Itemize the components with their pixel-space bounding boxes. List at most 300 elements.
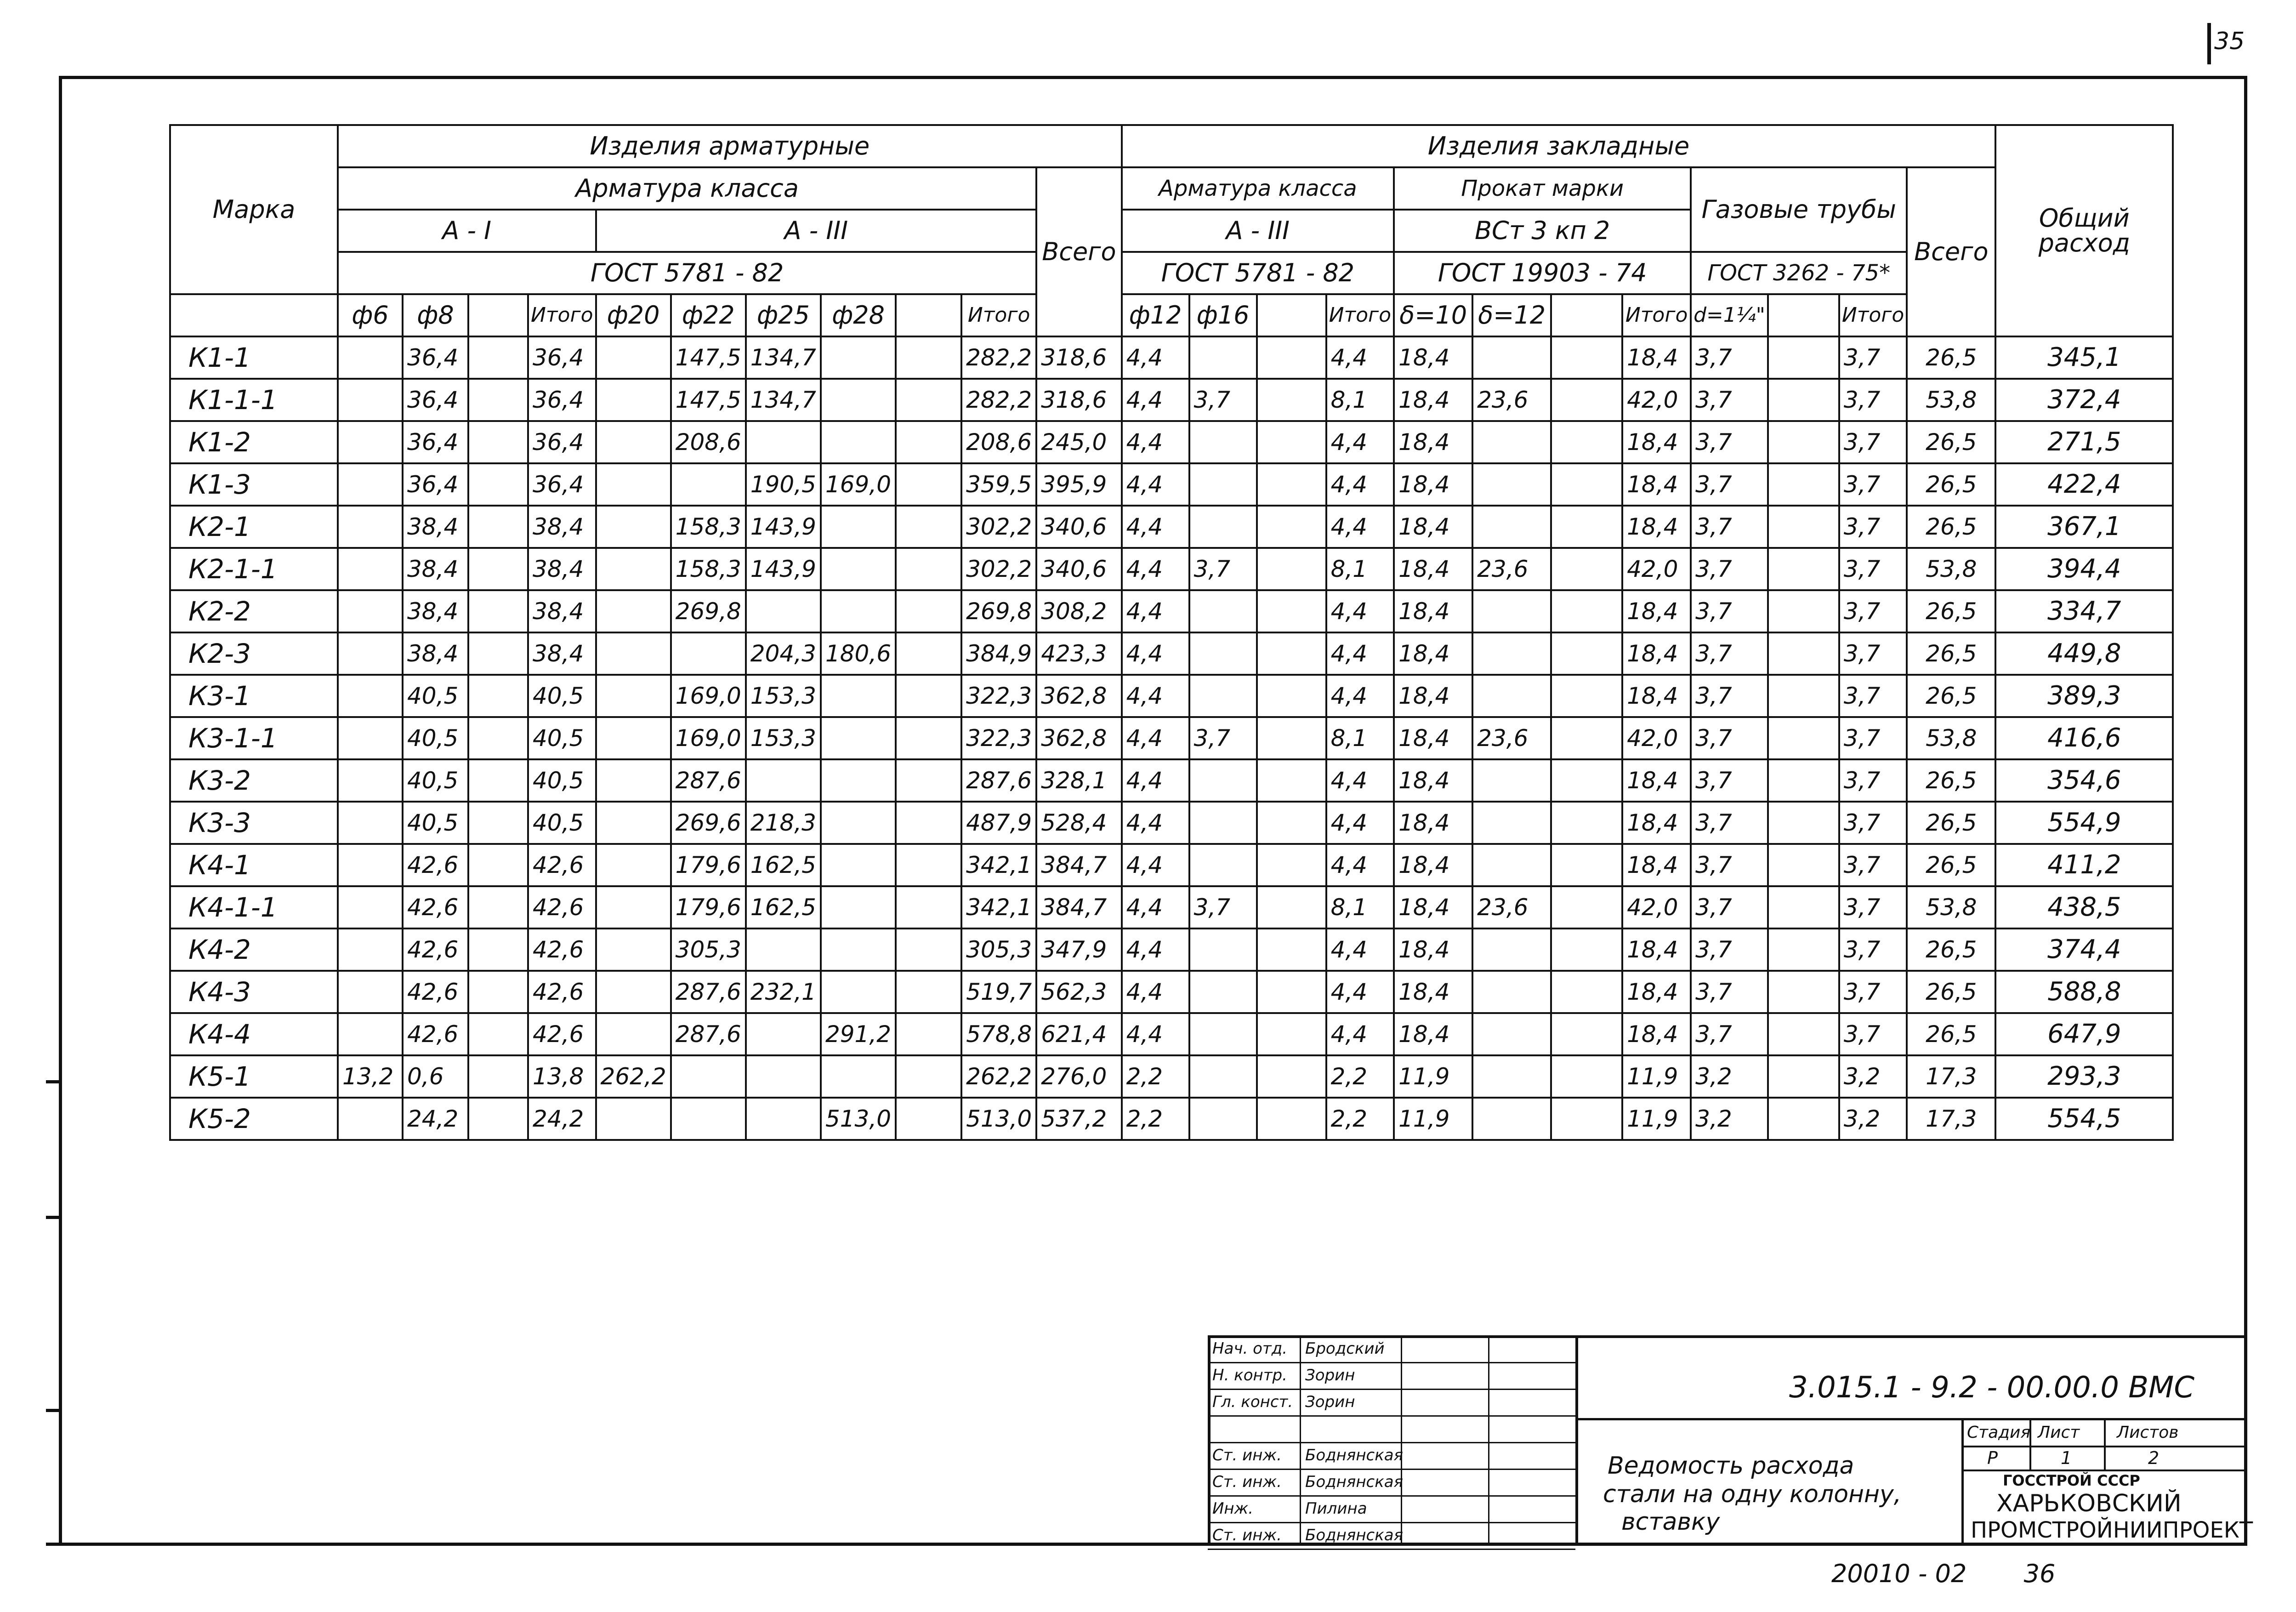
value-cell-d25: 134,7 <box>746 379 821 421</box>
value-cell-overall: 374,4 <box>1995 928 2173 971</box>
value-cell-b1 <box>468 928 528 971</box>
embedded-items-header: Изделия закладные <box>1122 125 1996 167</box>
signature-row-line <box>1208 1495 1575 1497</box>
value-cell-b1 <box>468 971 528 1013</box>
value-cell-d20 <box>596 675 671 717</box>
value-cell-b4 <box>1551 421 1622 463</box>
value-cell-d8: 36,4 <box>403 421 468 463</box>
signature-row-line <box>1208 1415 1575 1417</box>
value-cell-d12: 2,2 <box>1122 1055 1189 1098</box>
value-cell-total_r: 395,9 <box>1036 463 1121 506</box>
value-cell-i4: 18,4 <box>1622 632 1691 675</box>
value-cell-i2: 322,3 <box>961 717 1036 759</box>
value-cell-b5 <box>1768 1098 1839 1140</box>
value-cell-pd: 3,7 <box>1691 759 1768 802</box>
value-cell-total_r: 423,3 <box>1036 632 1121 675</box>
value-cell-d22: 169,0 <box>671 717 746 759</box>
value-cell-b2 <box>896 886 961 928</box>
value-cell-d25: 232,1 <box>746 971 821 1013</box>
overall-header: Общий расход <box>1995 125 2173 336</box>
value-cell-d20 <box>596 421 671 463</box>
value-cell-b2 <box>896 971 961 1013</box>
value-cell-d25 <box>746 421 821 463</box>
value-cell-t12: 23,6 <box>1472 886 1551 928</box>
table-row <box>170 421 2173 463</box>
value-cell-i4: 18,4 <box>1622 802 1691 844</box>
value-cell-i5: 3,7 <box>1839 1013 1907 1055</box>
signature-row-line <box>1208 1549 1575 1550</box>
value-cell-b5 <box>1768 759 1839 802</box>
value-cell-d25: 153,3 <box>746 717 821 759</box>
value-cell-d6 <box>338 421 403 463</box>
value-cell-d28 <box>821 506 896 548</box>
value-cell-i3: 4,4 <box>1326 802 1394 844</box>
value-cell-d22: 269,8 <box>671 590 746 632</box>
steel-consumption-table <box>169 124 2174 1141</box>
value-cell-b5 <box>1768 463 1839 506</box>
value-cell-b2 <box>896 1055 961 1098</box>
value-cell-d12: 4,4 <box>1122 548 1189 590</box>
value-cell-i1: 42,6 <box>528 1013 596 1055</box>
value-cell-pd: 3,7 <box>1691 886 1768 928</box>
value-cell-t10: 18,4 <box>1394 590 1472 632</box>
signature-row-line <box>1208 1362 1575 1363</box>
value-cell-b3 <box>1257 632 1326 675</box>
value-cell-b1 <box>468 802 528 844</box>
mark-cell: К4-2 <box>170 928 338 971</box>
gost-pipes-header: ГОСТ 3262 - 75* <box>1691 252 1907 294</box>
value-cell-d20 <box>596 1013 671 1055</box>
table-row <box>170 336 2173 379</box>
value-cell-d25 <box>746 590 821 632</box>
rebar-class-header: Арматура класса <box>338 167 1036 210</box>
value-cell-d22: 158,3 <box>671 506 746 548</box>
value-cell-overall: 554,9 <box>1995 802 2173 844</box>
value-cell-d20 <box>596 1098 671 1140</box>
value-cell-b2 <box>896 844 961 886</box>
value-cell-d16: 3,7 <box>1189 717 1257 759</box>
value-cell-d20 <box>596 506 671 548</box>
value-cell-i3: 4,4 <box>1326 506 1394 548</box>
subcol-t10: δ=10 <box>1394 294 1472 336</box>
signature-col-line <box>1300 1335 1301 1546</box>
value-cell-i2: 302,2 <box>961 506 1036 548</box>
value-cell-d28 <box>821 844 896 886</box>
class-a3-header: A - III <box>596 210 1037 252</box>
value-cell-overall: 449,8 <box>1995 632 2173 675</box>
title-block-stage-line <box>1961 1470 2247 1471</box>
value-cell-i1: 40,5 <box>528 759 596 802</box>
value-cell-d25: 204,3 <box>746 632 821 675</box>
value-cell-i2: 578,8 <box>961 1013 1036 1055</box>
value-cell-total_e: 53,8 <box>1907 548 1995 590</box>
value-cell-d28 <box>821 717 896 759</box>
value-cell-d22 <box>671 1055 746 1098</box>
signature-name: Боднянская <box>1305 1446 1404 1464</box>
value-cell-d20 <box>596 971 671 1013</box>
value-cell-i5: 3,7 <box>1839 675 1907 717</box>
value-cell-total_r: 340,6 <box>1036 506 1121 548</box>
value-cell-d28 <box>821 590 896 632</box>
value-cell-d20 <box>596 886 671 928</box>
signature-row-line <box>1208 1389 1575 1390</box>
value-cell-i5: 3,7 <box>1839 759 1907 802</box>
value-cell-overall: 438,5 <box>1995 886 2173 928</box>
mark-cell: К3-1 <box>170 675 338 717</box>
value-cell-i5: 3,7 <box>1839 802 1907 844</box>
subcol-blank <box>1768 294 1839 336</box>
fold-mark <box>46 1216 62 1219</box>
value-cell-b1 <box>468 421 528 463</box>
value-cell-overall: 647,9 <box>1995 1013 2173 1055</box>
value-cell-i3: 4,4 <box>1326 421 1394 463</box>
value-cell-i5: 3,7 <box>1839 506 1907 548</box>
value-cell-d16: 3,7 <box>1189 548 1257 590</box>
value-cell-d16 <box>1189 506 1257 548</box>
subcol-blank <box>1551 294 1622 336</box>
value-cell-d6 <box>338 928 403 971</box>
value-cell-total_r: 308,2 <box>1036 590 1121 632</box>
signature-role: Инж. <box>1212 1499 1254 1518</box>
value-cell-b3 <box>1257 590 1326 632</box>
signature-row-line <box>1208 1522 1575 1523</box>
value-cell-d12: 4,4 <box>1122 675 1189 717</box>
subcol-itogo: Итого <box>961 294 1036 336</box>
value-cell-i1: 36,4 <box>528 379 596 421</box>
value-cell-b3 <box>1257 548 1326 590</box>
value-cell-b2 <box>896 548 961 590</box>
value-cell-b1 <box>468 844 528 886</box>
sheet-label: Лист <box>2038 1423 2080 1442</box>
value-cell-b5 <box>1768 717 1839 759</box>
value-cell-b5 <box>1768 379 1839 421</box>
sheet-print-number: 36 <box>2023 1559 2056 1588</box>
value-cell-d20 <box>596 463 671 506</box>
value-cell-i2: 282,2 <box>961 379 1036 421</box>
value-cell-d8: 42,6 <box>403 844 468 886</box>
value-cell-i4: 42,0 <box>1622 379 1691 421</box>
subcol-d25: ф25 <box>746 294 821 336</box>
sheet-value: 1 <box>2061 1448 2072 1468</box>
value-cell-t12: 23,6 <box>1472 717 1551 759</box>
value-cell-pd: 3,7 <box>1691 506 1768 548</box>
value-cell-d8: 42,6 <box>403 971 468 1013</box>
value-cell-d22: 208,6 <box>671 421 746 463</box>
value-cell-d16 <box>1189 421 1257 463</box>
value-cell-t10: 18,4 <box>1394 548 1472 590</box>
value-cell-b3 <box>1257 336 1326 379</box>
mark-cell: К1-2 <box>170 421 338 463</box>
table-row <box>170 1013 2173 1055</box>
value-cell-i1: 24,2 <box>528 1098 596 1140</box>
value-cell-t12 <box>1472 1055 1551 1098</box>
value-cell-i3: 4,4 <box>1326 971 1394 1013</box>
value-cell-d6 <box>338 759 403 802</box>
value-cell-total_r: 318,6 <box>1036 336 1121 379</box>
document-title-line-1: Ведомость расхода <box>1608 1452 1854 1480</box>
table-row <box>170 802 2173 844</box>
value-cell-i1: 40,5 <box>528 802 596 844</box>
value-cell-b4 <box>1551 463 1622 506</box>
value-cell-b3 <box>1257 717 1326 759</box>
value-cell-b1 <box>468 506 528 548</box>
value-cell-total_e: 26,5 <box>1907 336 1995 379</box>
value-cell-t10: 18,4 <box>1394 886 1472 928</box>
mark-cell: К3-3 <box>170 802 338 844</box>
table-row <box>170 379 2173 421</box>
value-cell-i4: 42,0 <box>1622 548 1691 590</box>
value-cell-d6 <box>338 675 403 717</box>
stage-value: Р <box>1987 1448 1998 1468</box>
value-cell-b5 <box>1768 421 1839 463</box>
value-cell-t10: 11,9 <box>1394 1055 1472 1098</box>
header-row-2 <box>170 167 2173 210</box>
value-cell-b3 <box>1257 971 1326 1013</box>
value-cell-d20: 262,2 <box>596 1055 671 1098</box>
value-cell-t10: 18,4 <box>1394 632 1472 675</box>
fold-mark <box>46 1409 62 1412</box>
value-cell-d22: 305,3 <box>671 928 746 971</box>
value-cell-total_e: 26,5 <box>1907 802 1995 844</box>
mark-cell: К1-1 <box>170 336 338 379</box>
value-cell-d12: 4,4 <box>1122 802 1189 844</box>
signature-role: Ст. инж. <box>1212 1473 1282 1491</box>
value-cell-pd: 3,7 <box>1691 548 1768 590</box>
table-body <box>170 125 2173 1140</box>
value-cell-overall: 354,6 <box>1995 759 2173 802</box>
value-cell-d12: 4,4 <box>1122 336 1189 379</box>
signature-role: Н. контр. <box>1212 1366 1287 1384</box>
value-cell-d6 <box>338 971 403 1013</box>
subcol-itogo: Итого <box>528 294 596 336</box>
value-cell-b4 <box>1551 1098 1622 1140</box>
value-cell-d25 <box>746 1098 821 1140</box>
value-cell-t10: 18,4 <box>1394 928 1472 971</box>
value-cell-t12 <box>1472 590 1551 632</box>
value-cell-d8: 24,2 <box>403 1098 468 1140</box>
value-cell-b4 <box>1551 759 1622 802</box>
value-cell-d12: 4,4 <box>1122 379 1189 421</box>
value-cell-total_e: 26,5 <box>1907 1013 1995 1055</box>
archive-code: 20010 - 02 <box>1831 1559 1967 1588</box>
value-cell-d6 <box>338 886 403 928</box>
value-cell-d28 <box>821 548 896 590</box>
value-cell-d28 <box>821 1055 896 1098</box>
value-cell-overall: 271,5 <box>1995 421 2173 463</box>
value-cell-i2: 282,2 <box>961 336 1036 379</box>
value-cell-d16 <box>1189 675 1257 717</box>
value-cell-d25: 134,7 <box>746 336 821 379</box>
value-cell-d25: 162,5 <box>746 886 821 928</box>
title-block-left-border <box>1208 1335 1211 1546</box>
value-cell-d16 <box>1189 463 1257 506</box>
page-number: 35 <box>2214 28 2245 55</box>
value-cell-d12: 4,4 <box>1122 928 1189 971</box>
value-cell-d20 <box>596 590 671 632</box>
value-cell-d8: 0,6 <box>403 1055 468 1098</box>
value-cell-total_r: 318,6 <box>1036 379 1121 421</box>
value-cell-d12: 4,4 <box>1122 421 1189 463</box>
value-cell-i4: 18,4 <box>1622 463 1691 506</box>
value-cell-t12 <box>1472 336 1551 379</box>
value-cell-d12: 4,4 <box>1122 886 1189 928</box>
value-cell-d25 <box>746 759 821 802</box>
value-cell-i1: 36,4 <box>528 421 596 463</box>
value-cell-i1: 40,5 <box>528 675 596 717</box>
value-cell-b4 <box>1551 844 1622 886</box>
value-cell-total_r: 245,0 <box>1036 421 1121 463</box>
value-cell-d6 <box>338 632 403 675</box>
value-cell-i1: 42,6 <box>528 886 596 928</box>
value-cell-total_r: 362,8 <box>1036 717 1121 759</box>
value-cell-d22: 269,6 <box>671 802 746 844</box>
mark-cell: К1-1-1 <box>170 379 338 421</box>
value-cell-b3 <box>1257 421 1326 463</box>
gost-rolled-header: ГОСТ 19903 - 74 <box>1394 252 1691 294</box>
value-cell-i4: 18,4 <box>1622 1013 1691 1055</box>
table-row <box>170 886 2173 928</box>
value-cell-b4 <box>1551 971 1622 1013</box>
value-cell-i3: 4,4 <box>1326 336 1394 379</box>
value-cell-i3: 4,4 <box>1326 844 1394 886</box>
value-cell-pd: 3,7 <box>1691 379 1768 421</box>
value-cell-b5 <box>1768 675 1839 717</box>
subcol-blank <box>896 294 961 336</box>
value-cell-b1 <box>468 590 528 632</box>
value-cell-b2 <box>896 590 961 632</box>
value-cell-d28 <box>821 886 896 928</box>
value-cell-d8: 40,5 <box>403 759 468 802</box>
rolled-grade-header: Прокат марки <box>1394 167 1691 210</box>
value-cell-d28 <box>821 971 896 1013</box>
subcol-d20: ф20 <box>596 294 671 336</box>
value-cell-overall: 554,5 <box>1995 1098 2173 1140</box>
value-cell-i1: 13,8 <box>528 1055 596 1098</box>
value-cell-b3 <box>1257 844 1326 886</box>
header-row-4 <box>170 252 2173 294</box>
value-cell-i4: 18,4 <box>1622 421 1691 463</box>
value-cell-total_r: 621,4 <box>1036 1013 1121 1055</box>
value-cell-d20 <box>596 844 671 886</box>
table-row <box>170 1098 2173 1140</box>
title-block-divider <box>1575 1335 1578 1546</box>
value-cell-pd: 3,7 <box>1691 1013 1768 1055</box>
value-cell-b3 <box>1257 675 1326 717</box>
signature-name: Зорин <box>1305 1393 1355 1411</box>
value-cell-b2 <box>896 717 961 759</box>
value-cell-pd: 3,7 <box>1691 971 1768 1013</box>
value-cell-b3 <box>1257 928 1326 971</box>
value-cell-i3: 4,4 <box>1326 590 1394 632</box>
value-cell-b2 <box>896 759 961 802</box>
value-cell-d6 <box>338 844 403 886</box>
value-cell-b1 <box>468 379 528 421</box>
value-cell-pd: 3,7 <box>1691 802 1768 844</box>
value-cell-total_e: 53,8 <box>1907 717 1995 759</box>
table-row <box>170 463 2173 506</box>
value-cell-d16: 3,7 <box>1189 379 1257 421</box>
value-cell-total_e: 53,8 <box>1907 379 1995 421</box>
title-block-top-border <box>1208 1335 2247 1338</box>
value-cell-i5: 3,7 <box>1839 886 1907 928</box>
gost-rebar-header: ГОСТ 5781 - 82 <box>338 252 1036 294</box>
value-cell-d20 <box>596 717 671 759</box>
value-cell-b1 <box>468 1013 528 1055</box>
value-cell-i5: 3,7 <box>1839 336 1907 379</box>
value-cell-total_e: 26,5 <box>1907 463 1995 506</box>
value-cell-b4 <box>1551 632 1622 675</box>
value-cell-i2: 269,8 <box>961 590 1036 632</box>
value-cell-i1: 38,4 <box>528 590 596 632</box>
value-cell-total_e: 26,5 <box>1907 844 1995 886</box>
subcol-d22: ф22 <box>671 294 746 336</box>
subcol-itogo: Итого <box>1622 294 1691 336</box>
value-cell-total_r: 528,4 <box>1036 802 1121 844</box>
value-cell-d12: 4,4 <box>1122 1013 1189 1055</box>
value-cell-total_e: 26,5 <box>1907 590 1995 632</box>
value-cell-b5 <box>1768 802 1839 844</box>
value-cell-i2: 322,3 <box>961 675 1036 717</box>
subcol-d12: ф12 <box>1122 294 1189 336</box>
signature-name: Зорин <box>1305 1366 1355 1384</box>
value-cell-b3 <box>1257 506 1326 548</box>
value-cell-d8: 42,6 <box>403 928 468 971</box>
value-cell-d25: 218,3 <box>746 802 821 844</box>
value-cell-b1 <box>468 463 528 506</box>
emb-class-a3-header: A - III <box>1122 210 1394 252</box>
value-cell-b1 <box>468 336 528 379</box>
value-cell-b2 <box>896 463 961 506</box>
value-cell-d8: 38,4 <box>403 632 468 675</box>
value-cell-d16 <box>1189 1013 1257 1055</box>
value-cell-b5 <box>1768 1055 1839 1098</box>
value-cell-d16 <box>1189 590 1257 632</box>
value-cell-b5 <box>1768 886 1839 928</box>
value-cell-b5 <box>1768 632 1839 675</box>
value-cell-b5 <box>1768 971 1839 1013</box>
value-cell-d12: 4,4 <box>1122 506 1189 548</box>
value-cell-b4 <box>1551 506 1622 548</box>
subcol-t12: δ=12 <box>1472 294 1551 336</box>
value-cell-total_r: 562,3 <box>1036 971 1121 1013</box>
mark-header-blank <box>170 294 338 336</box>
value-cell-d16 <box>1189 1055 1257 1098</box>
rebar-items-header: Изделия арматурные <box>338 125 1122 167</box>
value-cell-b3 <box>1257 759 1326 802</box>
value-cell-i5: 3,7 <box>1839 590 1907 632</box>
value-cell-d22 <box>671 632 746 675</box>
value-cell-d12: 4,4 <box>1122 632 1189 675</box>
value-cell-d28: 180,6 <box>821 632 896 675</box>
value-cell-t10: 18,4 <box>1394 463 1472 506</box>
value-cell-b3 <box>1257 1055 1326 1098</box>
value-cell-t12 <box>1472 1013 1551 1055</box>
value-cell-d20 <box>596 379 671 421</box>
value-cell-b3 <box>1257 1098 1326 1140</box>
value-cell-i1: 36,4 <box>528 463 596 506</box>
value-cell-b1 <box>468 759 528 802</box>
mark-cell: К4-3 <box>170 971 338 1013</box>
value-cell-d28 <box>821 759 896 802</box>
value-cell-d25 <box>746 1055 821 1098</box>
value-cell-d28: 513,0 <box>821 1098 896 1140</box>
value-cell-total_r: 384,7 <box>1036 886 1121 928</box>
value-cell-b5 <box>1768 1013 1839 1055</box>
value-cell-d28 <box>821 675 896 717</box>
value-cell-overall: 293,3 <box>1995 1055 2173 1098</box>
title-block <box>1208 1335 2253 1546</box>
title-block-stage-divider <box>1961 1418 1964 1546</box>
